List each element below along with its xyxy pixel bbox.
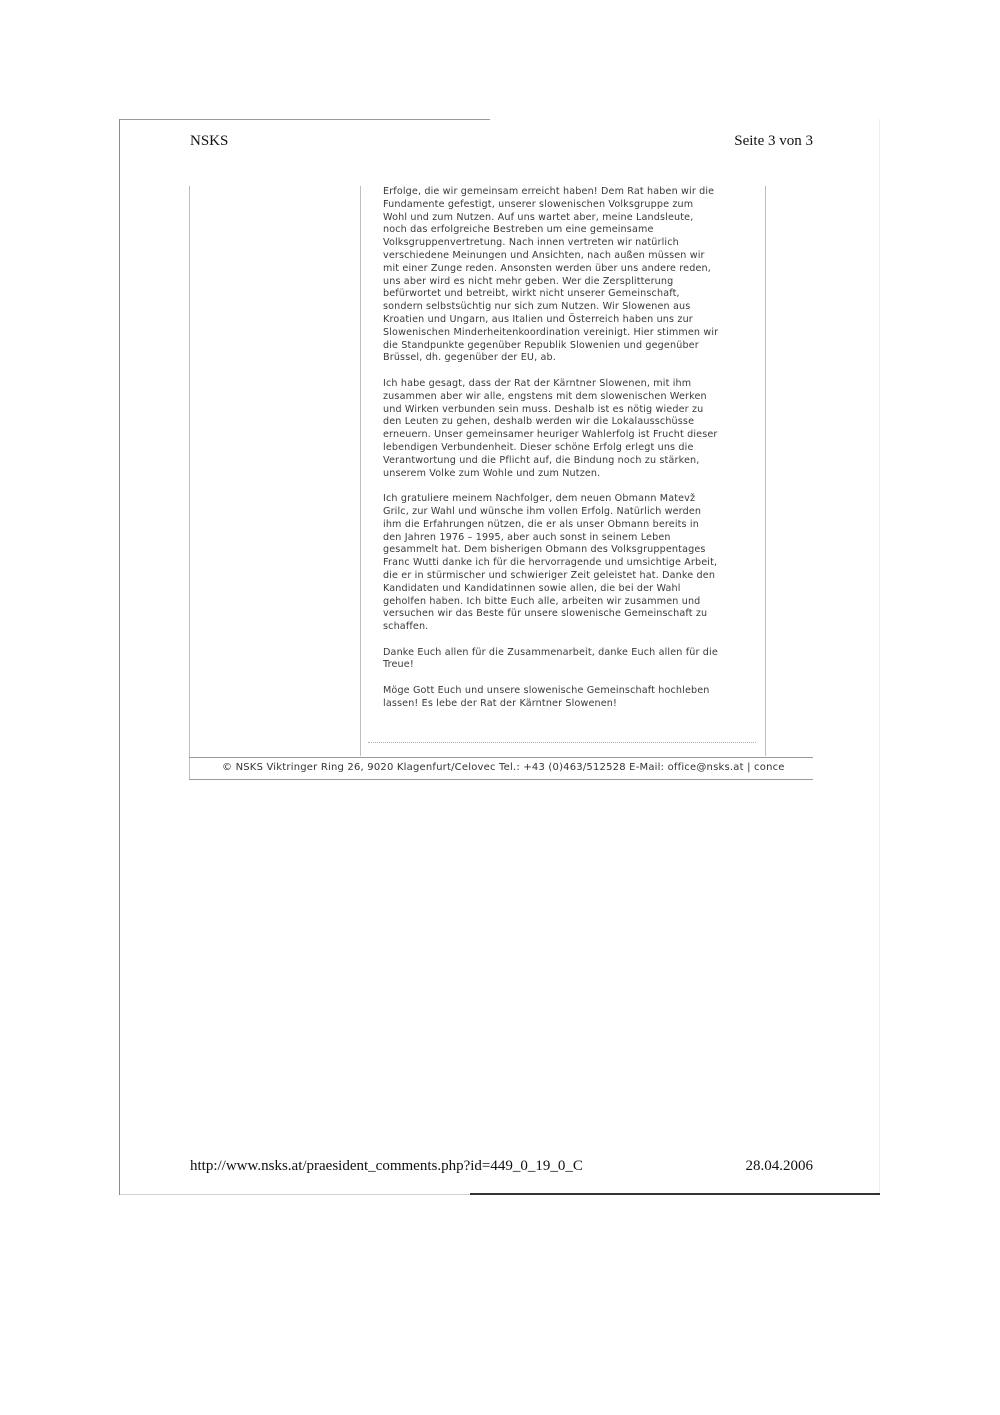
footer-bottom-rule: [189, 779, 813, 780]
scan-edge-left: [119, 119, 120, 1195]
article-paragraph: Möge Gott Euch und unsere slowenische Gemeinschaft hochleben lassen! Es lebe der Rat der Kärntner Slowenen!: [383, 685, 710, 709]
article-paragraph: Ich habe gesagt, dass der Rat der Kärntner Slowenen, mit ihm zusammen aber wir alle, engstens mit dem slowenischen Werken und Wirken verbunden sein muss. Deshalb ist es nötig wieder zu den Leuten zu gehen, deshalb werden wir die Lokalausschüsse erneuern. Unser gemeinsamer heuriger Wahlerfolg ist Frucht dieser lebendigen Verbundenheit. Dieser schöne Erfolg erlegt uns die Verantwortung und die Pflicht auf, die Bindung noch zu stärken, unserem Volke zum Wohle und zum Nutzen.: [383, 377, 718, 479]
scan-edge-top: [120, 119, 490, 120]
scan-edge-bottom: [470, 1193, 880, 1195]
scan-edge-bottom-faint: [120, 1194, 470, 1195]
print-header-site: NSKS: [190, 133, 229, 149]
site-footer-text: © NSKS Viktringer Ring 26, 9020 Klagenfurt/Celovec Tel.: +43 (0)463/512528 E-Mail: office@nsks.at | conce: [222, 762, 785, 773]
article-paragraph: Erfolge, die wir gemeinsam erreicht haben! Dem Rat haben wir die Fundamente gefestigt, unserer slowenischen Volksgruppe zum Wohl und zum Nutzen. Auf uns wartet aber, meine Landsleute, noch das erfolgreiche Bestreben um eine gemeinsame Volksgruppenvertretung. Nach innen vertreten wir natürlich verschiedene Meinungen und Ansichten, nach außen müssen wir mit einer Zunge reden. Ansonsten werden über uns andere reden, uns aber wird es nicht mehr geben. Wer die Zersplitterung befürwortet und betreibt, wirkt nicht unserer Gemeinschaft, sondern selbstsüchtig nur sich zum Nutzen. Wir Slowenen aus Kroatien und Ungarn, aus Italien und Österreich haben uns zur Slowenischen Minderheitenkoordination vereinigt. Hier stimmen wir die Standpunkte gegenüber Republik Slowenien und gegenüber Brüssel, dh. gegenüber der EU, ab.: [383, 186, 719, 364]
left-border: [189, 186, 190, 779]
article-paragraph: Danke Euch allen für die Zusammenarbeit, danke Euch allen für die Treue!: [383, 646, 718, 671]
print-footer-url: http://www.nsks.at/praesident_comments.php?id=449_0_19_0_C: [190, 1158, 583, 1174]
scan-edge-right: [879, 119, 880, 1194]
content-column-left-border: [360, 186, 361, 756]
article-body: [383, 186, 758, 723]
print-footer-date: 28.04.2006: [745, 1158, 813, 1174]
print-header-page-indicator: Seite 3 von 3: [734, 133, 813, 149]
article-paragraph: Ich gratuliere meinem Nachfolger, dem neuen Obmann Matevž Grilc, zur Wahl und wünsche ihm vollen Erfolg. Natürlich werden ihm die Erfahrungen nützen, die er als unser Obmann bereits in den Jahren 1976 – 1995, aber auch sonst in seinem Leben gesammelt hat. Dem bisherigen Obmann des Volksgruppentages Franc Wutti danke ich für die hervorragende und umsichtige Arbeit, die er in stürmischer und schwieriger Zeit geleistet hat. Danke den Kandidaten und Kandidatinnen sowie allen, die bei der Wahl geholfen haben. Ich bitte Euch alle, arbeiten wir zusammen und versuchen wir das Beste für unsere slowenische Gemeinschaft zu schaffen.: [383, 493, 718, 633]
footer-top-rule: [189, 757, 813, 758]
content-divider: [368, 742, 756, 743]
content-column-right-border: [765, 186, 766, 756]
